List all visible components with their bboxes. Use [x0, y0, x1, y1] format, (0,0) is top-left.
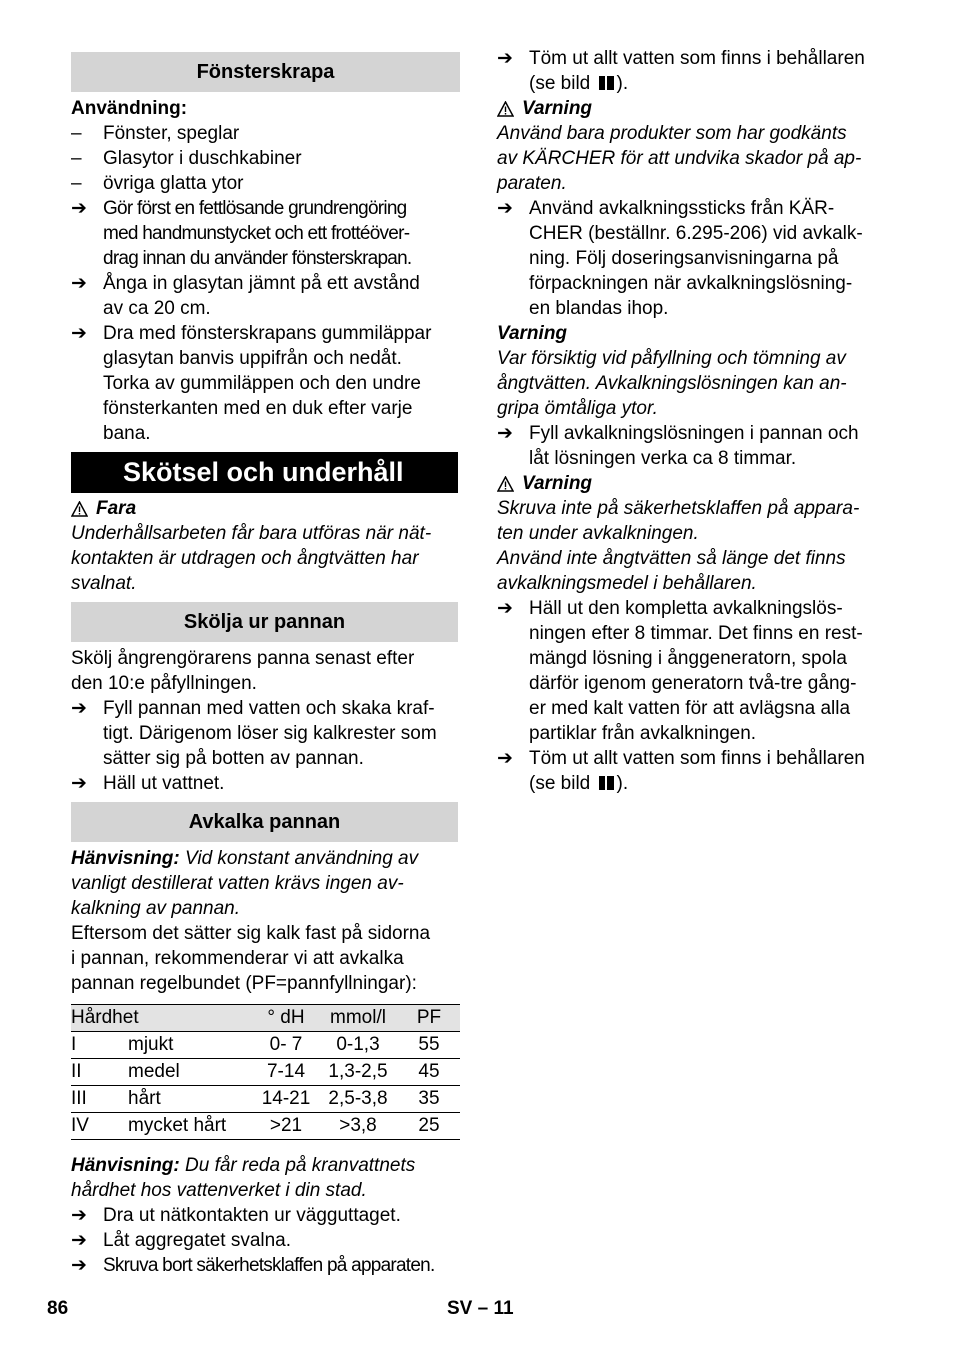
varning-text: Var försiktig vid påfyllning och tömning av ångtvätten. Avkalkningslösningen kan an- gripa ömtåliga ytor. — [497, 348, 847, 419]
table-row: II medel 7-14 1,3-2,5 45 — [71, 1059, 460, 1086]
dash-item: – Glasytor i duschkabiner — [71, 148, 302, 169]
skolja-intro: Skölj ångrengörarens panna senast efter den 10:e påfyllningen. — [71, 648, 415, 694]
arrow-right-icon: ➔ — [497, 198, 513, 219]
arrow-item: ➔ Ånga in glasytan jämnt på ett avstånd av ca 20 cm. — [71, 273, 420, 319]
arrow-right-icon: ➔ — [497, 598, 513, 619]
arrow-item: ➔ Låt aggregatet svalna. — [71, 1230, 292, 1251]
section-heading-fonsterskrapa: Fönsterskrapa — [71, 52, 460, 92]
page-number: 86 — [47, 1298, 69, 1319]
arrow-right-icon: ➔ — [71, 1205, 87, 1226]
avkalka-body — [71, 846, 460, 996]
arrow-right-icon: ➔ — [71, 198, 87, 219]
warning-triangle-icon — [497, 476, 514, 492]
table-header: Hårdhet — [71, 1005, 254, 1032]
arrow-right-icon: ➔ — [71, 273, 87, 294]
fara-text: Underhållsarbeten får bara utföras när nät- kontakten är utdragen och ångtvätten har svalnat. — [71, 523, 432, 594]
right-body — [497, 46, 887, 796]
varning-label: Varning — [497, 323, 568, 344]
warning-triangle-icon — [71, 501, 88, 517]
arrow-item: ➔ Fyll pannan med vatten och skaka kraf- tigt. Därigenom löser sig kalkrester som sätter sig på botten av pannan. — [71, 698, 437, 769]
dash-item: – övriga glatta ytor — [71, 173, 244, 194]
table-row: IV mycket hårt >21 >3,8 25 — [71, 1113, 460, 1140]
arrow-right-icon: ➔ — [71, 773, 87, 794]
avkalka-text: Eftersom det sätter sig kalk fast på sidorna i pannan, rekommenderar vi att avkalka pannan regelbundet (PF=pannfyllningar): — [71, 923, 431, 994]
arrow-item: ➔ Häll ut vattnet. — [71, 773, 225, 794]
arrow-item: ➔ Skruva bort säkerhetsklaffen på apparaten. — [71, 1255, 435, 1276]
arrow-right-icon: ➔ — [497, 48, 513, 69]
fara-label: Fara — [96, 498, 137, 519]
dash-item: – Fönster, speglar — [71, 123, 240, 144]
arrow-item: ➔ Dra med fönsterskrapans gummiläppar glasytan banvis uppifrån och nedåt. Torka av gummiläppen och den undre fönsterkanten med en duk efter varje bana. — [71, 323, 432, 444]
hanvisning-2: Hänvisning: Du får reda på kranvattnets hårdhet hos vattenverket i din stad. — [71, 1155, 416, 1201]
figure-reference-icon — [599, 776, 614, 790]
varning-text: Använd bara produkter som har godkänts av KÄRCHER för att undvika skador på ap- paraten. — [497, 123, 862, 194]
arrow-item: ➔ Häll ut den kompletta avkalkningslös- ningen efter 8 timmar. Det finns en rest- mängd lösning i ånggeneratorn, spola därför igenom generatorn två-tre gång- er med kalt vatten för att avlägsna alla partiklar från avkalkningen. — [497, 598, 863, 744]
arrow-right-icon: ➔ — [71, 698, 87, 719]
table-header: ° dH — [254, 1005, 318, 1032]
varning-label: Varning — [522, 473, 593, 494]
section-heading-avkalka: Avkalka pannan — [71, 802, 458, 842]
anvandning-label: Användning: — [71, 98, 188, 119]
arrow-right-icon: ➔ — [71, 323, 87, 344]
figure-reference-icon — [599, 76, 614, 90]
table-header: mmol/l — [318, 1005, 398, 1032]
hanvisning-1: Hänvisning: Vid konstant användning av vanligt destillerat vatten krävs ingen av- kalkning av pannan. — [71, 848, 419, 919]
arrow-item: ➔ Gör först en fettlösande grundrengöring med handmunstycket och ett frottéöver- drag innan du använder fönsterskrapan. — [71, 198, 412, 269]
varning-label: Varning — [522, 98, 593, 119]
table-header: PF — [398, 1005, 460, 1032]
avkalka-after-table — [71, 1153, 460, 1278]
table-row: I mjukt 0- 7 0-1,3 55 — [71, 1032, 460, 1059]
varning-text: Skruva inte på säkerhetsklaffen på appara- ten under avkalkningen. Använd inte ångtvätten så länge det finns avkalkningsmedel i behållaren. — [497, 498, 860, 594]
hardness-table — [71, 1004, 460, 1140]
chapter-heading-skotsel: Skötsel och underhåll — [71, 452, 458, 493]
fonsterskrapa-body — [71, 96, 460, 446]
arrow-right-icon: ➔ — [71, 1230, 87, 1251]
section-indicator: SV – 11 — [447, 1298, 514, 1319]
table-row: III hårt 14-21 2,5-3,8 35 — [71, 1086, 460, 1113]
arrow-right-icon: ➔ — [497, 748, 513, 769]
arrow-right-icon: ➔ — [71, 1255, 87, 1276]
section-heading-skolja: Skölja ur pannan — [71, 602, 458, 642]
warning-triangle-icon — [497, 101, 514, 117]
table-header-row — [71, 1005, 460, 1032]
arrow-right-icon: ➔ — [497, 423, 513, 444]
skolja-body — [71, 646, 460, 796]
fara-block — [71, 496, 460, 596]
arrow-item: ➔ Töm ut allt vatten som finns i behållaren (se bild ). — [497, 748, 865, 794]
arrow-item: ➔ Använd avkalkningssticks från KÄR- CHER (beställnr. 6.295-206) vid avkalk- ning. Följ doseringsanvisningarna på förpackningen när avkalkningslösning- en blandas ihop. — [497, 198, 863, 319]
arrow-item: ➔ Fyll avkalkningslösningen i pannan och låt lösningen verka ca 8 timmar. — [497, 423, 859, 469]
arrow-item: ➔ Töm ut allt vatten som finns i behållaren (se bild ). — [497, 48, 865, 94]
arrow-item: ➔ Dra ut nätkontakten ur vägguttaget. — [71, 1205, 401, 1226]
